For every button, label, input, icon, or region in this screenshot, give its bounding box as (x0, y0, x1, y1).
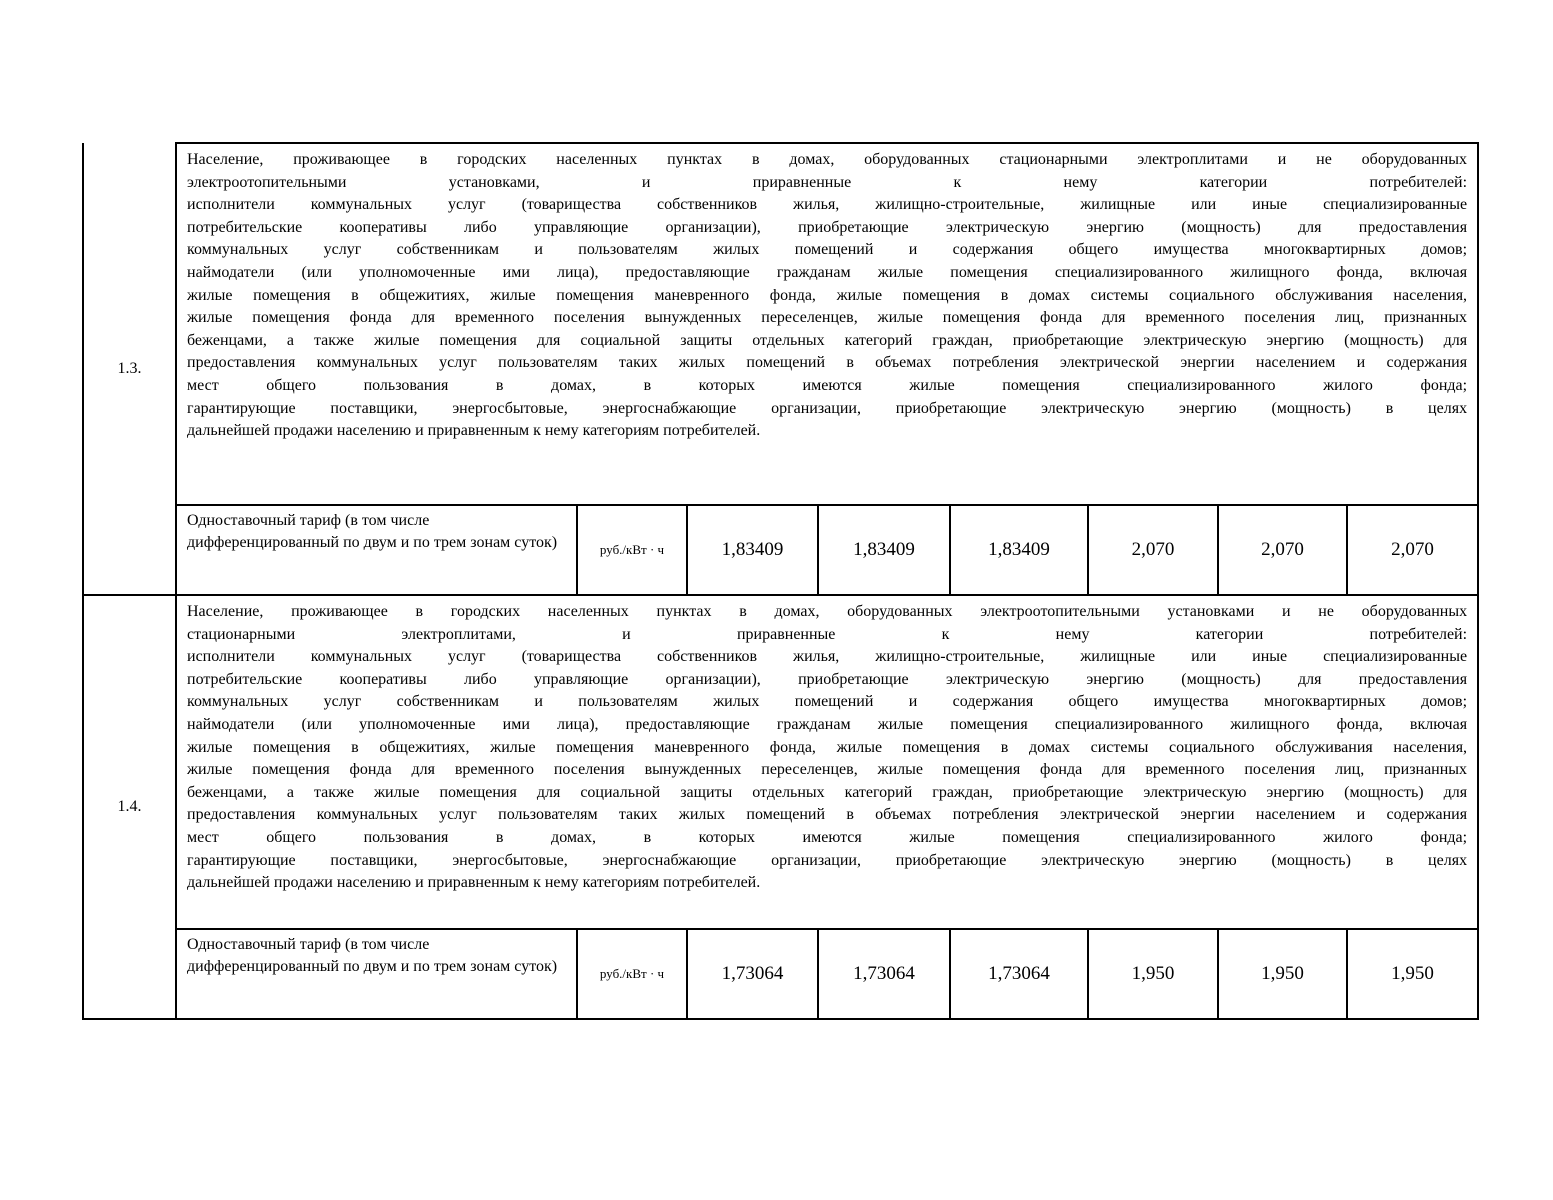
description-line: исполнители коммунальных услуг (товарищества собственников жилья, жилищно-строительные, жилищные или иные специализированные (187, 196, 1468, 214)
consumer-category-description (176, 143, 1478, 505)
table-row (83, 595, 1478, 929)
table-row (83, 143, 1478, 505)
tariff-value: 2,070 (1088, 505, 1218, 595)
tariff-value: 1,950 (1088, 929, 1218, 1019)
tariff-value: 2,070 (1218, 505, 1347, 595)
description-line: жилые помещения фонда для временного поселения вынужденных переселенцев, жилые помещения фонда для временного поселения лиц, признанных (187, 309, 1468, 327)
description-line: потребительские кооперативы либо управляющие организации), приобретающие электрическую энергию (мощность) для предоставления (187, 670, 1468, 688)
description-line: беженцами, а также жилые помещения для социальной защиты отдельных категорий граждан, приобретающие электрическую энергию (мощность) для (187, 783, 1468, 801)
table-row (83, 929, 1478, 1019)
tariff-value: 1,73064 (950, 929, 1088, 1019)
tariff-unit: руб./кВт · ч (577, 505, 687, 595)
description-line: жилые помещения в общежитиях, жилые помещения маневренного фонда, жилые помещения в домах системы социального обслуживания населения, (187, 286, 1468, 304)
description-line: дальнейшей продажи населению и приравненным к нему категориям потребителей. (187, 422, 761, 440)
description-line: стационарными электроплитами, и приравненные к нему категории потребителей: (187, 625, 1468, 643)
description-text (177, 144, 1477, 443)
description-line: электроотопительными установками, и приравненные к нему категории потребителей: (187, 173, 1468, 191)
description-line: мест общего пользования в домах, в которых имеются жилые помещения специализированного жилого фонда; (187, 828, 1468, 846)
tariff-unit: руб./кВт · ч (577, 929, 687, 1019)
description-line: потребительские кооперативы либо управляющие организации), приобретающие электрическую энергию (мощность) для предоставления (187, 218, 1468, 236)
row-number: 1.3. (83, 143, 176, 595)
description-line: коммунальных услуг собственникам и пользователям жилых помещений и содержания общего имущества многоквартирных домов; (187, 241, 1468, 259)
description-line: наймодатели (или уполномоченные ими лица), предоставляющие гражданам жилые помещения специализированного жилищного фонда, включая (187, 715, 1468, 733)
description-line: жилые помещения в общежитиях, жилые помещения маневренного фонда, жилые помещения в домах системы социального обслуживания населения, (187, 738, 1468, 756)
description-text (177, 596, 1477, 895)
description-line: предоставления коммунальных услуг пользователям таких жилых помещений в объемах потребления электрической энергии населением и содержания (187, 806, 1468, 824)
tariff-value: 1,73064 (687, 929, 818, 1019)
description-line: гарантирующие поставщики, энергосбытовые, энергоснабжающие организации, приобретающие электрическую энергию (мощность) в целях (187, 399, 1468, 417)
description-line: мест общего пользования в домах, в которых имеются жилые помещения специализированного жилого фонда; (187, 376, 1468, 394)
description-line: жилые помещения фонда для временного поселения вынужденных переселенцев, жилые помещения фонда для временного поселения лиц, признанных (187, 761, 1468, 779)
description-line: предоставления коммунальных услуг пользователям таких жилых помещений в объемах потребления электрической энергии населением и содержания (187, 354, 1468, 372)
tariff-label: Одноставочный тариф (в том числе дифференцированный по двум и по трем зонам суток) (176, 505, 577, 595)
tariff-value: 1,83409 (818, 505, 950, 595)
description-line: гарантирующие поставщики, энергосбытовые, энергоснабжающие организации, приобретающие электрическую энергию (мощность) в целях (187, 851, 1468, 869)
table-row (83, 505, 1478, 595)
tariff-table (82, 142, 1479, 1020)
description-line: беженцами, а также жилые помещения для социальной защиты отдельных категорий граждан, приобретающие электрическую энергию (мощность) для (187, 331, 1468, 349)
tariff-label: Одноставочный тариф (в том числе дифференцированный по двум и по трем зонам суток) (176, 929, 577, 1019)
consumer-category-description (176, 595, 1478, 929)
tariff-value: 1,83409 (687, 505, 818, 595)
tariff-value: 1,73064 (818, 929, 950, 1019)
tariff-value: 1,950 (1218, 929, 1347, 1019)
description-line: исполнители коммунальных услуг (товарищества собственников жилья, жилищно-строительные, жилищные или иные специализированные (187, 648, 1468, 666)
description-line: Население, проживающее в городских населенных пунктах в домах, оборудованных стационарными электроплитами и не оборудованных (187, 151, 1468, 168)
tariff-value: 2,070 (1347, 505, 1478, 595)
tariff-value: 1,950 (1347, 929, 1478, 1019)
tariff-value: 1,83409 (950, 505, 1088, 595)
description-line: Население, проживающее в городских населенных пунктах в домах, оборудованных электроотопительными установками и не оборудованных (187, 603, 1468, 620)
row-number: 1.4. (83, 595, 176, 1019)
description-line: дальнейшей продажи населению и приравненным к нему категориям потребителей. (187, 874, 761, 892)
description-line: наймодатели (или уполномоченные ими лица), предоставляющие гражданам жилые помещения специализированного жилищного фонда, включая (187, 263, 1468, 281)
description-line: коммунальных услуг собственникам и пользователям жилых помещений и содержания общего имущества многоквартирных домов; (187, 693, 1468, 711)
